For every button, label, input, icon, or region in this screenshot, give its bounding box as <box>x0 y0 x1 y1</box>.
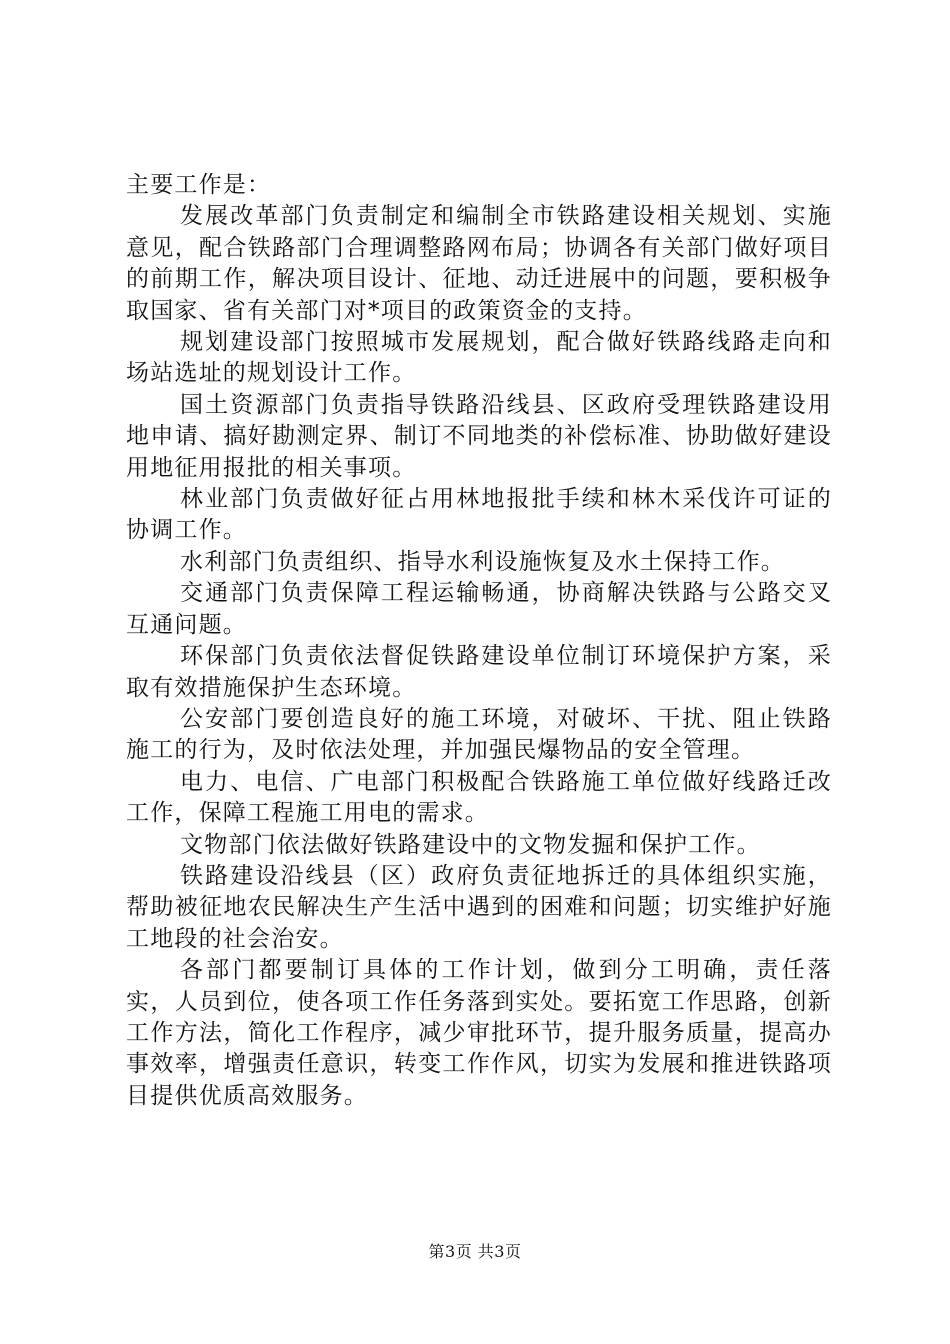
paragraph-development-reform: 发展改革部门负责制定和编制全市铁路建设相关规划、实施意见，配合铁路部门合理调整路网布局；协调各有关部门做好项目的前期工作，解决项目设计、征地、动迁进展中的问题，要积极争取国家、省有关部门对*项目的政策资金的支持。 <box>126 203 832 324</box>
paragraph-land-resources: 国土资源部门负责指导铁路沿线县、区政府受理铁路建设用地申请、搞好勘测定界、制订不同地类的补偿标准、协助做好建设用地征用报批的相关事项。 <box>126 391 832 481</box>
intro-line: 主要工作是： <box>126 172 272 198</box>
paragraph-planning-construction: 规划建设部门按照城市发展规划，配合做好铁路线路走向和场站选址的规划设计工作。 <box>126 329 832 387</box>
page-number-footer: 第3页 共3页 <box>428 1242 522 1261</box>
paragraph-county-government: 铁路建设沿线县（区）政府负责征地拆迁的具体组织实施，帮助被征地农民解决生产生活中遇到的困难和问题；切实维护好施工地段的社会治安。 <box>126 862 832 952</box>
paragraph-cultural-relics: 文物部门依法做好铁路建设中的文物发掘和保护工作。 <box>180 831 761 858</box>
paragraph-power-telecom: 电力、电信、广电部门积极配合铁路施工单位做好线路迁改工作，保障工程施工用电的需求。 <box>126 768 832 827</box>
document-body <box>126 170 832 1112</box>
paragraph-water-resources: 水利部门负责组织、指导水利设施恢复及水土保持工作。 <box>180 548 785 575</box>
paragraph-all-departments: 各部门都要制订具体的工作计划，做到分工明确，责任落实，人员到位，使各项工作任务落到实处。要拓宽工作思路，创新工作方法，简化工作程序，减少审批环节，提升服务质量，提高办事效率，增强责任意识，转变工作作风，切实为发展和推进铁路项目提供优质高效服务。 <box>126 957 832 1109</box>
paragraph-environmental: 环保部门负责依法督促铁路建设单位制订环境保护方案，采取有效措施保护生态环境。 <box>126 643 832 701</box>
paragraph-forestry: 林业部门负责做好征占用林地报批手续和林木采伐许可证的协调工作。 <box>126 486 832 544</box>
paragraph-public-security: 公安部门要创造良好的施工环境，对破坏、干扰、阻止铁路施工的行为，及时依法处理，并加强民爆物品的安全管理。 <box>126 705 832 764</box>
paragraph-transportation: 交通部门负责保障工程运输畅通，协商解决铁路与公路交叉互通问题。 <box>126 580 832 638</box>
